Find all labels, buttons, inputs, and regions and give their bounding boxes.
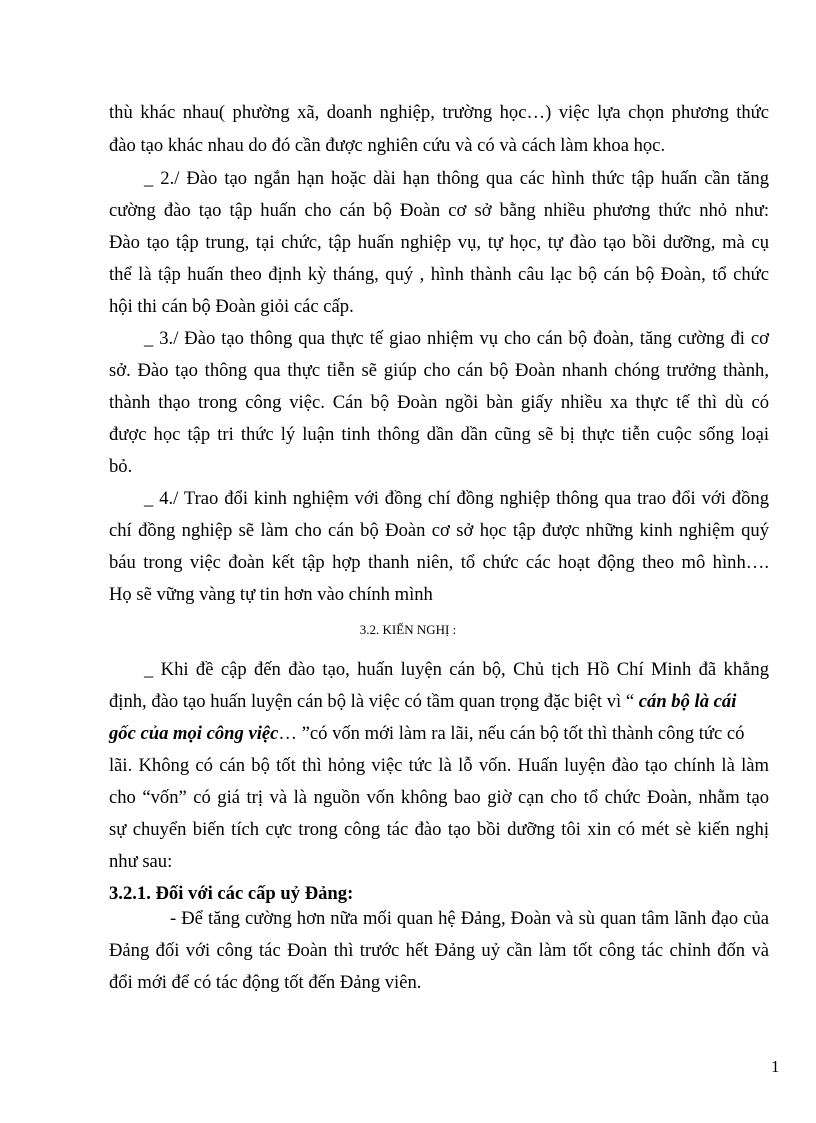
text-line: được học tập tri thức lý luận tinh thông dần dần cũng sẽ bị thực tiễn cuộc sống loại [109, 424, 769, 445]
text-line: hội thi cán bộ Đoàn giỏi các cấp. [109, 296, 354, 317]
quote-emphasis: cán bộ là cái [638, 691, 737, 712]
text-line: thù khác nhau( phường xã, doanh nghiệp, trường học…) việc lựa chọn phương thức [109, 102, 769, 123]
section-heading: 3.2. KIẾN NGHỊ : [359, 622, 457, 637]
text-line: _ 4./ Trao đổi kinh nghiệm với đồng chí đồng nghiệp thông qua trao đổi với đồng [144, 488, 769, 509]
subsection-heading: 3.2.1. Đối với các cấp uỷ Đảng: [109, 883, 354, 904]
text-line: _ 3./ Đào tạo thông qua thực tế giao nhiệm vụ cho cán bộ đoàn, tăng cường đi cơ [144, 328, 769, 349]
text-line: thành thạo trong công việc. Cán bộ Đoàn ngồi bàn giấy nhiều xa thực tế thì dù có [109, 392, 769, 413]
text-line: lãi. Không có cán bộ tốt thì hỏng việc tức là lỗ vốn. Huấn luyện đào tạo chính là làm [109, 755, 769, 776]
text-line: - Để tăng cường hơn nữa mối quan hệ Đảng, Đoàn và sù quan tâm lãnh đạo của [170, 908, 769, 929]
text-line: cho “vốn” có giá trị và là nguồn vốn không bao giờ cạn cho tổ chức Đoàn, nhằm tạo [109, 787, 769, 808]
page-number: 1 [771, 1057, 780, 1076]
text-line: Họ sẽ vững vàng tự tin hơn vào chính mình [109, 584, 433, 605]
text-segment: … ”có vốn mới làm ra lãi, nếu cán bộ tốt thì thành công tức có [278, 723, 745, 744]
text-line: như sau: [109, 851, 173, 872]
text-line: sự chuyển biến tích cực trong công tác đào tạo bồi dưỡng tôi xin có mét sè kiến nghị [109, 819, 769, 840]
text-line: thể là tập huấn theo định kỳ tháng, quý , hình thành câu lạc bộ cán bộ Đoàn, tổ chức [109, 264, 769, 285]
quote-emphasis: gốc của mọi công việc [109, 723, 279, 744]
text-line [109, 725, 769, 744]
text-line: bỏ. [109, 456, 133, 477]
text-line: _ Khi đề cập đến đào tạo, huấn luyện cán bộ, Chủ tịch Hồ Chí Minh đã khẳng [144, 659, 769, 680]
text-line: chí đồng nghiệp sẽ làm cho cán bộ Đoàn cơ sở học tập được những kinh nghiệm quý [109, 520, 769, 541]
text-line: báu trong việc đoàn kết tập hợp thanh niên, tổ chức các hoạt động theo mô hình…. [109, 552, 769, 573]
text-line: _ 2./ Đào tạo ngắn hạn hoặc dài hạn thông qua các hình thức tập huấn cần tăng [144, 168, 769, 189]
text-segment: định, đào tạo huấn luyện cán bộ là việc có tầm quan trọng đặc biệt vì “ [109, 691, 635, 712]
text-line: Đảng đối với công tác Đoàn thì trước hết Đảng uỷ cần làm tốt công tác chỉnh đốn và [109, 940, 769, 961]
text-line: Đào tạo tập trung, tại chức, tập huấn nghiệp vụ, tự học, tự đào tạo bồi dưỡng, mà cụ [109, 232, 769, 253]
text-line: đào tạo khác nhau do đó cần được nghiên cứu và có và cách làm khoa học. [109, 135, 666, 156]
text-line: sở. Đào tạo thông qua thực tiễn sẽ giúp cho cán bộ Đoàn nhanh chóng trưởng thành, [109, 360, 769, 381]
text-line: đổi mới để có tác động tốt đến Đảng viên. [109, 972, 422, 993]
text-line [109, 693, 769, 712]
text-line: cường đào tạo tập huấn cho cán bộ Đoàn cơ sở bằng nhiều phương thức nhỏ như: [109, 200, 769, 221]
